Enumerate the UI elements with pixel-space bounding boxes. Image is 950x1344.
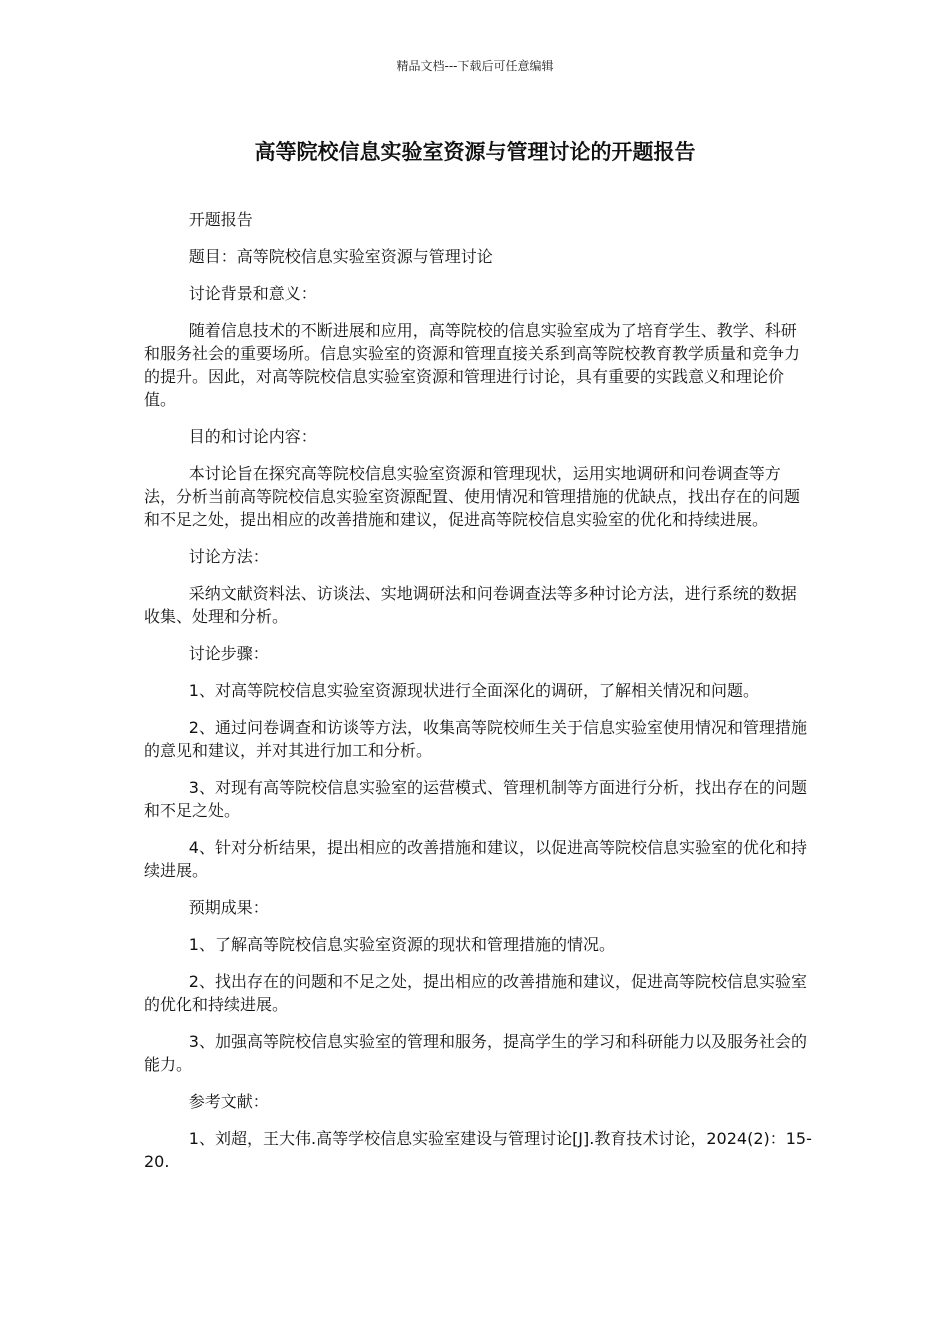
step-item: 2、通过问卷调查和访谈等方法，收集高等院校师生关于信息实验室使用情况和管理措施的意见和建议，并对其进行加工和分析。	[144, 718, 807, 760]
section-heading-outcomes: 预期成果：	[188, 898, 269, 917]
paragraph-method: 采纳文献资料法、访谈法、实地调研法和问卷调查法等多种讨论方法，进行系统的数据收集、处理和分析。	[144, 584, 797, 626]
paragraph-background: 随着信息技术的不断进展和应用，高等院校的信息实验室成为了培育学生、教学、科研和服务社会的重要场所。信息实验室的资源和管理直接关系到高等院校教育教学质量和竞争力的提升。因此，对高等院校信息实验室资源和管理进行讨论，具有重要的实践意义和理论价值。	[144, 321, 801, 409]
section-heading-references: 参考文献：	[188, 1092, 269, 1111]
document-title: 高等院校信息实验室资源与管理讨论的开题报告	[254, 140, 696, 164]
step-item: 4、针对分析结果，提出相应的改善措施和建议，以促进高等院校信息实验室的优化和持续进展。	[144, 838, 807, 880]
header-note: 精品文档---下载后可任意编辑	[396, 59, 554, 73]
step-item: 1、对高等院校信息实验室资源现状进行全面深化的调研，了解相关情况和问题。	[188, 681, 759, 700]
outcome-item: 2、找出存在的问题和不足之处，提出相应的改善措施和建议，促进高等院校信息实验室的优化和持续进展。	[144, 972, 807, 1014]
outcome-item: 1、了解高等院校信息实验室资源的现状和管理措施的情况。	[188, 935, 615, 954]
paragraph-topic: 题目：高等院校信息实验室资源与管理讨论	[188, 247, 493, 266]
outcome-item: 3、加强高等院校信息实验室的管理和服务，提高学生的学习和科研能力以及服务社会的能力。	[144, 1032, 807, 1074]
section-heading-method: 讨论方法：	[188, 547, 269, 566]
paragraph-purpose: 本讨论旨在探究高等院校信息实验室资源和管理现状，运用实地调研和问卷调查等方法，分析当前高等院校信息实验室资源配置、使用情况和管理措施的优缺点，找出存在的问题和不足之处，提出相应的改善措施和建议，促进高等院校信息实验室的优化和持续进展。	[144, 464, 801, 529]
section-heading-background: 讨论背景和意义：	[188, 284, 317, 303]
section-heading-steps: 讨论步骤：	[188, 644, 269, 663]
section-heading-purpose: 目的和讨论内容：	[188, 427, 317, 446]
document-body	[144, 208, 812, 1187]
reference-item: 1、刘超，王大伟.高等学校信息实验室建设与管理讨论[J].教育技术讨论，2024(2)：15-20.	[144, 1129, 812, 1171]
paragraph-report-label: 开题报告	[188, 210, 253, 229]
step-item: 3、对现有高等院校信息实验室的运营模式、管理机制等方面进行分析，找出存在的问题和不足之处。	[144, 778, 807, 820]
